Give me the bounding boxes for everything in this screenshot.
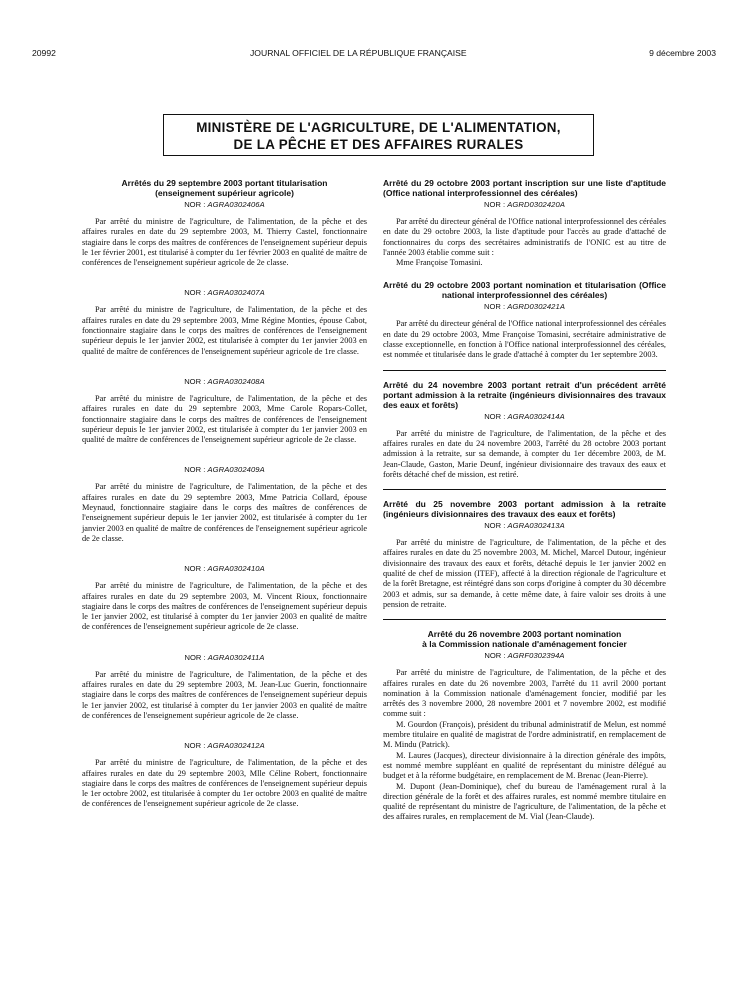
decree-paragraph: Par arrêté du ministre de l'agriculture, de l'alimentation, de la pêche et des affaires rurales en date du 29 septembre 2003, M. Thierry Castel, fonctionnaire stagiaire dans le corps des maîtres de conférences de l'enseignement supérieur depuis le 1er février 2001, est titularisé à compter du 1er février 2003 en qualité de maître de conférences de l'enseignement supérieur agricole de 2e classe. <box>82 217 367 268</box>
nor-reference: NOR : AGRA0302408A <box>184 376 265 386</box>
decree-paragraph: Par arrêté du ministre de l'agriculture, de l'alimentation, de la pêche et des affaires rurales en date du 29 septembre 2003, Mme Carole Ropars-Collet, fonctionnaire stagiaire dans le corps des maîtres de conférences de l'enseignement supérieur depuis le 1er janvier 2002, est titularisée à compter du 1er janvier 2003 en qualité de maître de conférences de l'enseignement supérieur agricole de 2e classe. <box>82 393 367 445</box>
nor-reference: NOR : AGRD0302420A <box>483 200 565 209</box>
decree-paragraph: Par arrêté du ministre de l'agriculture, de l'alimentation, de la pêche et des affaires rurales en date du 24 novembre 2003, l'arrêté du 28 octobre 2003 portant admission à la retraite, sur sa demande, à compter du 1er décembre 2003, de M. Jean-Claude, Gaston, Marie Deunf, ingénieur divisionnaire des travaux des eaux et forêts détaché chef de mission, est retiré. <box>383 428 666 479</box>
section-divider <box>383 370 666 371</box>
nor-reference: NOR : AGRA0302411A <box>184 652 265 662</box>
ministry-title-line1: MINISTÈRE DE L'AGRICULTURE, DE L'ALIMENTATION, <box>196 120 561 135</box>
decree-paragraph: M. Dupont (Jean-Dominique), chef du bureau de l'aménagement rural à la direction générale de la forêt et des affaires rurales, est nommé membre titulaire en qualité de représentant du ministre de l'agriculture, de l'alimentation, de la pêche et des affaires rurales, en remplacement de M. Vial (Jean-Claude). <box>383 781 666 822</box>
decree-paragraph: Par arrêté du directeur général de l'Office national interprofessionnel des céréales en date du 29 octobre 2003, Mme Françoise Tomasini, secrétaire administrative de classe exceptionnelle, en fonction à l'Office national interprofessionnel des céréales, est nommée et titularisée dans le grade d'attaché à compter du 1er septembre 2003. <box>383 319 666 360</box>
heading-line: Arrêté du 26 novembre 2003 portant nomination <box>427 629 622 640</box>
nor-reference: NOR : AGRA0302407A <box>184 288 265 298</box>
nor-reference: NOR : AGRD0302421A <box>483 302 565 312</box>
nor-reference: NOR : AGRA0302413A <box>484 521 565 531</box>
decree-paragraph: Par arrêté du ministre de l'agriculture, de l'alimentation, de la pêche et des affaires rurales en date du 29 septembre 2003, M. Vincent Rioux, fonctionnaire stagiaire dans le corps des maîtres de conférences de l'enseignement supérieur depuis le 1er janvier 2002, est titularisé à compter du 1er janvier 2003 en qualité de maître de conférences de l'enseignement supérieur agricole de 2e classe. <box>82 581 367 632</box>
issue-date: 9 décembre 2003 <box>649 48 716 58</box>
left-column <box>82 178 367 810</box>
decree-paragraph: M. Laures (Jacques), directeur divisionnaire à la direction générale des impôts, est nommé membre suppléant en qualité de représentant du ministre délégué au budget et à la réforme budgétaire, en remplacement de M. Brenac (Jean-Pierre). <box>383 750 666 781</box>
decree-paragraph: Par arrêté du ministre de l'agriculture, de l'alimentation, de la pêche et des affaires rurales en date du 25 novembre 2003, M. Michel, Marcel Dutour, ingénieur divisionnaire des travaux des eaux et forêts, détaché depuis le 1er janvier 2002 en qualité de chef de mission (ITEF), affecté à la direction régionale de l'agriculture et de la forêt Bretagne, est réintégré dans son corps d'origine à compter du 30 décembre 2003 et admis, sur sa demande, à cette même date, à faire valoir ses droits à une pension de retraite. <box>383 538 666 609</box>
nor-reference: NOR : AGRA0302410A <box>184 564 265 574</box>
section-heading: Arrêté du 29 octobre 2003 portant inscription sur une liste d'aptitude (Office national interprofessionnel des céréales) <box>383 178 666 198</box>
decree-paragraph: Par arrêté du ministre de l'agriculture, de l'alimentation, de la pêche et des affaires rurales en date du 26 novembre 2003, l'arrêté du 11 avril 2000 portant nomination à la Commission nationale d'aménagement foncier, modifié par les arrêtés des 3 novembre 2000, 28 novembre 2001 et 7 novembre 2002, est modifié comme suit : <box>383 668 666 719</box>
section-heading: Arrêté du 29 octobre 2003 portant nomination et titularisation (Office national interprofessionnel des céréales) <box>383 280 666 301</box>
nor-reference: NOR : AGRF0302394A <box>484 651 565 661</box>
right-column <box>383 178 666 823</box>
page-number: 20992 <box>32 48 56 58</box>
heading-line: (enseignement supérieur agricole) <box>155 188 294 198</box>
decree-paragraph: Par arrêté du ministre de l'agriculture, de l'alimentation, de la pêche et des affaires rurales en date du 29 septembre 2003, Mme Patricia Collard, épouse Meynaud, fonctionnaire stagiaire dans le corps des maîtres de conférences de l'enseignement supérieur depuis le 1er janvier 2002, est titularisée à compter du 1er janvier 2003 en qualité de maître de conférences de l'enseignement supérieur agricole de 2e classe. <box>82 482 367 543</box>
section-heading: Arrêté du 24 novembre 2003 portant retrait d'un précédent arrêté portant admission à la retraite (ingénieurs divisionnaires des travaux des eaux et forêts) <box>383 379 666 410</box>
nor-reference: NOR : AGRA0302414A <box>484 411 565 421</box>
section-heading: Arrêté du 25 novembre 2003 portant admission à la retraite (ingénieurs divisionnaires des travaux des eaux et forêts) <box>383 499 666 520</box>
decree-paragraph: Par arrêté du ministre de l'agriculture, de l'alimentation, de la pêche et des affaires rurales en date du 29 septembre 2003, Mme Régine Monties, épouse Cabot, fonctionnaire stagiaire dans le corps des maîtres de conférences de l'enseignement supérieur depuis le 1er janvier 2002, est titularisée à compter du 1er janvier 2003 en qualité de maître de conférences de l'enseignement supérieur agricole de 1re classe. <box>82 305 367 356</box>
section-divider <box>383 619 666 620</box>
heading-line: Arrêtés du 29 septembre 2003 portant titularisation <box>121 178 328 188</box>
nor-reference: NOR : AGRA0302409A <box>184 465 265 475</box>
decree-paragraph: Par arrêté du directeur général de l'Office national interprofessionnel des céréales en date du 29 octobre 2003, la liste d'aptitude pour l'accès au grade d'attaché de fonctionnaires du corps des secrétaires administratifs de l'ONIC est au titre de l'année 2003 établie comme suit : <box>383 217 666 257</box>
ministry-title-line2: DE LA PÊCHE ET DES AFFAIRES RURALES <box>233 137 524 152</box>
nor-reference: NOR : AGRA0302406A <box>184 200 265 209</box>
ministry-title-box <box>163 114 594 156</box>
section-heading <box>383 629 666 649</box>
decree-paragraph: Par arrêté du ministre de l'agriculture, de l'alimentation, de la pêche et des affaires rurales en date du 29 septembre 2003, M. Jean-Luc Guerin, fonctionnaire stagiaire dans le corps des maîtres de conférences de l'enseignement supérieur depuis le 1er janvier 2002, est titularisé à compter du 1er janvier 2003 en qualité de maître de conférences de l'enseignement supérieur agricole de 2e classe. <box>82 669 367 720</box>
decree-name-line: Mme Françoise Tomasini. <box>396 258 483 268</box>
section-heading <box>82 178 367 198</box>
decree-paragraph: M. Gourdon (François), président du tribunal administratif de Melun, est nommé membre titulaire en qualité de magistrat de l'ordre administratif, en remplacement de M. Mindu (Patrick). <box>383 719 666 750</box>
heading-line: à la Commission nationale d'aménagement foncier <box>422 639 627 650</box>
decree-paragraph: Par arrêté du ministre de l'agriculture, de l'alimentation, de la pêche et des affaires rurales en date du 29 septembre 2003, Mlle Céline Robert, fonctionnaire stagiaire dans le corps des maîtres de conférences de l'enseignement supérieur depuis le 1er octobre 2002, est titularisée à compter du 1er octobre 2003 en qualité de maître de conférences de l'enseignement supérieur agricole de 2e classe. <box>82 758 367 809</box>
section-divider <box>383 489 666 490</box>
nor-reference: NOR : AGRA0302412A <box>184 741 265 751</box>
journal-title: JOURNAL OFFICIEL DE LA RÉPUBLIQUE FRANÇAISE <box>250 48 467 58</box>
